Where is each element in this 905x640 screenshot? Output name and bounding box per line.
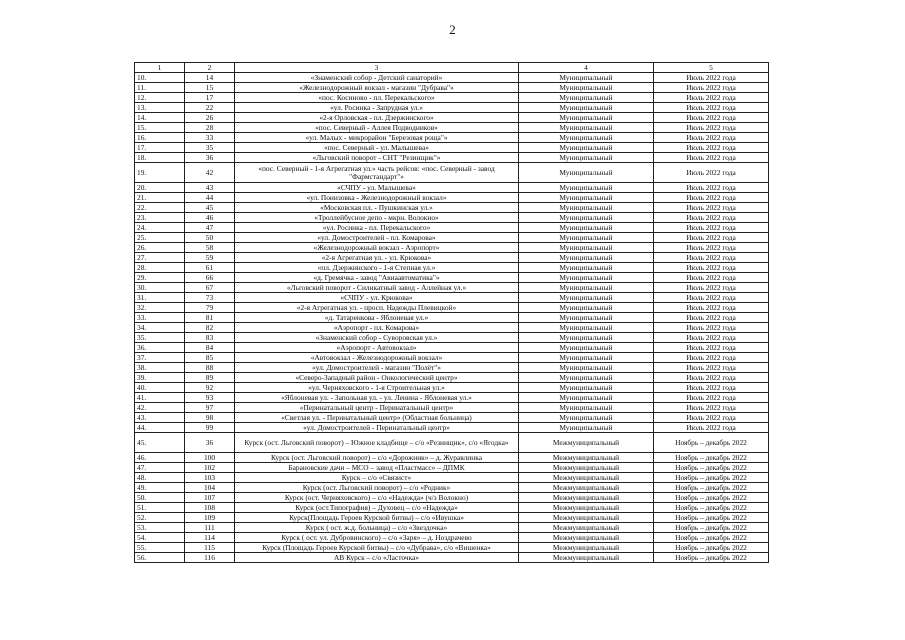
- table-row: [135, 503, 769, 513]
- date-cell: Июль 2022 года: [654, 243, 769, 253]
- date-cell: Июль 2022 года: [654, 313, 769, 323]
- row-number-cell: 48.: [135, 473, 185, 483]
- route-type-cell: Муниципальный: [519, 293, 654, 303]
- row-number-cell: 33.: [135, 313, 185, 323]
- route-name-cell: «ул. Домостроителей - пл. Комарова»: [235, 233, 519, 243]
- route-name-cell: Курск (Площадь Героев Курской битвы) – с/о «Дубрава», с/о «Вишенка»: [235, 543, 519, 553]
- row-number-cell: 22.: [135, 203, 185, 213]
- route-name-cell: «пос. Северный - 1-я Агрегатная ул.» часть рейсов: «пос. Северный - завод "Фармстандарт"»: [235, 163, 519, 183]
- row-number-cell: 18.: [135, 153, 185, 163]
- route-name-cell: «ул. Понизовка - Железнодорожный вокзал»: [235, 193, 519, 203]
- route-number-cell: 99: [185, 423, 235, 433]
- route-type-cell: Муниципальный: [519, 373, 654, 383]
- header-cell: 2: [185, 63, 235, 73]
- route-name-cell: «ул. Росинка - пл. Перекальского»: [235, 223, 519, 233]
- route-number-cell: 26: [185, 113, 235, 123]
- route-type-cell: Муниципальный: [519, 133, 654, 143]
- route-number-cell: 115: [185, 543, 235, 553]
- date-cell: Июль 2022 года: [654, 403, 769, 413]
- route-name-cell: Курск – с/о «Связист»: [235, 473, 519, 483]
- table-row: [135, 163, 769, 183]
- route-type-cell: Межмуниципальный: [519, 503, 654, 513]
- route-type-cell: Муниципальный: [519, 413, 654, 423]
- date-cell: Июль 2022 года: [654, 293, 769, 303]
- table-row: [135, 403, 769, 413]
- route-type-cell: Межмуниципальный: [519, 553, 654, 563]
- route-name-cell: «Троллейбусное депо - мкрн. Волокно»: [235, 213, 519, 223]
- row-number-cell: 37.: [135, 353, 185, 363]
- row-number-cell: 44.: [135, 423, 185, 433]
- date-cell: Ноябрь – декабрь 2022: [654, 503, 769, 513]
- date-cell: Ноябрь – декабрь 2022: [654, 553, 769, 563]
- table-row: [135, 293, 769, 303]
- row-number-cell: 40.: [135, 383, 185, 393]
- route-number-cell: 15: [185, 83, 235, 93]
- date-cell: Июль 2022 года: [654, 383, 769, 393]
- table-row: [135, 543, 769, 553]
- route-number-cell: 88: [185, 363, 235, 373]
- route-number-cell: 17: [185, 93, 235, 103]
- route-number-cell: 36: [185, 433, 235, 453]
- table-row: [135, 233, 769, 243]
- route-type-cell: Муниципальный: [519, 143, 654, 153]
- route-number-cell: 50: [185, 233, 235, 243]
- route-number-cell: 114: [185, 533, 235, 543]
- route-name-cell: «Льговский поворот - СНТ "Резинщик"»: [235, 153, 519, 163]
- table-row: [135, 83, 769, 93]
- route-number-cell: 102: [185, 463, 235, 473]
- route-type-cell: Межмуниципальный: [519, 493, 654, 503]
- route-type-cell: Муниципальный: [519, 153, 654, 163]
- date-cell: Июль 2022 года: [654, 183, 769, 193]
- table-row: [135, 263, 769, 273]
- route-number-cell: 42: [185, 163, 235, 183]
- table-row: [135, 373, 769, 383]
- route-type-cell: Муниципальный: [519, 163, 654, 183]
- date-cell: Июль 2022 года: [654, 93, 769, 103]
- route-name-cell: АВ Курск – с/о «Ласточка»: [235, 553, 519, 563]
- date-cell: Июль 2022 года: [654, 353, 769, 363]
- row-number-cell: 20.: [135, 183, 185, 193]
- date-cell: Июль 2022 года: [654, 163, 769, 183]
- route-type-cell: Муниципальный: [519, 83, 654, 93]
- route-name-cell: «Северо-Западный район - Онкологический центр»: [235, 373, 519, 383]
- route-name-cell: «ул. Малых - микрорайон "Березовая роща"»: [235, 133, 519, 143]
- route-name-cell: Курск (ост. Черняховского) – с/о «Надежда» (ч/з Волокно): [235, 493, 519, 503]
- route-number-cell: 59: [185, 253, 235, 263]
- route-name-cell: «Знаменский собор - Детский санаторий»: [235, 73, 519, 83]
- date-cell: Июль 2022 года: [654, 373, 769, 383]
- route-type-cell: Муниципальный: [519, 423, 654, 433]
- route-type-cell: Муниципальный: [519, 113, 654, 123]
- route-number-cell: 67: [185, 283, 235, 293]
- table-row: [135, 303, 769, 313]
- route-type-cell: Муниципальный: [519, 193, 654, 203]
- route-type-cell: Муниципальный: [519, 263, 654, 273]
- route-name-cell: Барановские дачи – МСО – завод «Пластмасс» – ДПМК: [235, 463, 519, 473]
- route-name-cell: «Автовокзал - Железнодорожный вокзал»: [235, 353, 519, 363]
- route-type-cell: Муниципальный: [519, 283, 654, 293]
- route-number-cell: 109: [185, 513, 235, 523]
- table-row: [135, 283, 769, 293]
- date-cell: Июль 2022 года: [654, 213, 769, 223]
- route-number-cell: 97: [185, 403, 235, 413]
- date-cell: Ноябрь – декабрь 2022: [654, 483, 769, 493]
- route-type-cell: Межмуниципальный: [519, 513, 654, 523]
- route-type-cell: Муниципальный: [519, 343, 654, 353]
- route-type-cell: Муниципальный: [519, 313, 654, 323]
- route-number-cell: 58: [185, 243, 235, 253]
- row-number-cell: 47.: [135, 463, 185, 473]
- row-number-cell: 43.: [135, 413, 185, 423]
- date-cell: Июль 2022 года: [654, 423, 769, 433]
- route-type-cell: Муниципальный: [519, 213, 654, 223]
- table-row: [135, 193, 769, 203]
- date-cell: Ноябрь – декабрь 2022: [654, 463, 769, 473]
- row-number-cell: 23.: [135, 213, 185, 223]
- route-number-cell: 92: [185, 383, 235, 393]
- row-number-cell: 12.: [135, 93, 185, 103]
- route-name-cell: «Аэропорт - пл. Комарова»: [235, 323, 519, 333]
- row-number-cell: 46.: [135, 453, 185, 463]
- route-name-cell: «ул. Домостроителей - магазин "Полёт"»: [235, 363, 519, 373]
- route-name-cell: Курск ( ост. ж.д. больница) – с/о «Звездочка»: [235, 523, 519, 533]
- row-number-cell: 39.: [135, 373, 185, 383]
- header-cell: 1: [135, 63, 185, 73]
- route-number-cell: 14: [185, 73, 235, 83]
- route-number-cell: 46: [185, 213, 235, 223]
- row-number-cell: 56.: [135, 553, 185, 563]
- route-type-cell: Межмуниципальный: [519, 463, 654, 473]
- date-cell: Июль 2022 года: [654, 333, 769, 343]
- date-cell: Июль 2022 года: [654, 363, 769, 373]
- table-row: [135, 143, 769, 153]
- route-name-cell: Курск ( ост. ул. Дубровинского) – с/о «Заря» – д. Ноздрачево: [235, 533, 519, 543]
- route-name-cell: Курск(Площадь Героев Курской битвы) – с/о «Ивушка»: [235, 513, 519, 523]
- row-number-cell: 49.: [135, 483, 185, 493]
- row-number-cell: 55.: [135, 543, 185, 553]
- route-number-cell: 111: [185, 523, 235, 533]
- date-cell: Июль 2022 года: [654, 273, 769, 283]
- route-name-cell: «Железнодорожный вокзал - Аэропорт»: [235, 243, 519, 253]
- date-cell: Июль 2022 года: [654, 203, 769, 213]
- route-type-cell: Муниципальный: [519, 123, 654, 133]
- route-type-cell: Муниципальный: [519, 253, 654, 263]
- route-number-cell: 66: [185, 273, 235, 283]
- date-cell: Июль 2022 года: [654, 193, 769, 203]
- row-number-cell: 28.: [135, 263, 185, 273]
- route-type-cell: Муниципальный: [519, 353, 654, 363]
- route-number-cell: 84: [185, 343, 235, 353]
- table-row: [135, 423, 769, 433]
- route-name-cell: «2-я Агрегатная ул. - просп. Надежды Плевицкой»: [235, 303, 519, 313]
- table-row: [135, 333, 769, 343]
- route-type-cell: Муниципальный: [519, 403, 654, 413]
- table-row: [135, 223, 769, 233]
- date-cell: Июль 2022 года: [654, 253, 769, 263]
- row-number-cell: 11.: [135, 83, 185, 93]
- row-number-cell: 31.: [135, 293, 185, 303]
- route-name-cell: «пос. Северный - Аллея Подводников»: [235, 123, 519, 133]
- date-cell: Ноябрь – декабрь 2022: [654, 513, 769, 523]
- row-number-cell: 14.: [135, 113, 185, 123]
- table-row: [135, 393, 769, 403]
- date-cell: Июль 2022 года: [654, 263, 769, 273]
- row-number-cell: 29.: [135, 273, 185, 283]
- route-name-cell: «пос. Северный - ул. Малышева»: [235, 143, 519, 153]
- route-number-cell: 43: [185, 183, 235, 193]
- table-row: [135, 513, 769, 523]
- row-number-cell: 30.: [135, 283, 185, 293]
- row-number-cell: 50.: [135, 493, 185, 503]
- date-cell: Июль 2022 года: [654, 103, 769, 113]
- table-row: [135, 273, 769, 283]
- header-cell: 3: [235, 63, 519, 73]
- date-cell: Ноябрь – декабрь 2022: [654, 433, 769, 453]
- route-type-cell: Муниципальный: [519, 93, 654, 103]
- table-row: [135, 483, 769, 493]
- table-row: [135, 203, 769, 213]
- route-type-cell: Межмуниципальный: [519, 483, 654, 493]
- row-number-cell: 54.: [135, 533, 185, 543]
- route-number-cell: 93: [185, 393, 235, 403]
- routes-table-body: [135, 63, 769, 563]
- route-number-cell: 89: [185, 373, 235, 383]
- route-name-cell: «Светлая ул. - Перинатальный центр» (Областная больница): [235, 413, 519, 423]
- row-number-cell: 34.: [135, 323, 185, 333]
- route-number-cell: 47: [185, 223, 235, 233]
- table-row: [135, 323, 769, 333]
- row-number-cell: 27.: [135, 253, 185, 263]
- route-name-cell: «пл. Дзержинского - 1-я Степная ул.»: [235, 263, 519, 273]
- row-number-cell: 15.: [135, 123, 185, 133]
- route-name-cell: «д. Татаренкова - Яблоневая ул.»: [235, 313, 519, 323]
- date-cell: Июль 2022 года: [654, 393, 769, 403]
- route-name-cell: «ул. Черняховского - 1-я Строительная ул.»: [235, 383, 519, 393]
- date-cell: Ноябрь – декабрь 2022: [654, 453, 769, 463]
- table-row: [135, 73, 769, 83]
- route-number-cell: 35: [185, 143, 235, 153]
- route-number-cell: 85: [185, 353, 235, 363]
- table-row: [135, 533, 769, 543]
- route-name-cell: «Аэропорт - Автовокзал»: [235, 343, 519, 353]
- route-name-cell: «ул. Росинка - Запрудная ул.»: [235, 103, 519, 113]
- date-cell: Июль 2022 года: [654, 413, 769, 423]
- date-cell: Июль 2022 года: [654, 303, 769, 313]
- route-number-cell: 22: [185, 103, 235, 113]
- row-number-cell: 42.: [135, 403, 185, 413]
- table-row: [135, 183, 769, 193]
- route-name-cell: Курск (ост. Льговский поворот) – с/о «Родник»: [235, 483, 519, 493]
- route-type-cell: Муниципальный: [519, 333, 654, 343]
- route-type-cell: Межмуниципальный: [519, 523, 654, 533]
- table-row: [135, 243, 769, 253]
- date-cell: Ноябрь – декабрь 2022: [654, 523, 769, 533]
- row-number-cell: 24.: [135, 223, 185, 233]
- date-cell: Ноябрь – декабрь 2022: [654, 493, 769, 503]
- row-number-cell: 13.: [135, 103, 185, 113]
- date-cell: Ноябрь – декабрь 2022: [654, 533, 769, 543]
- route-name-cell: «Железнодорожный вокзал - магазин "Дубрава"»: [235, 83, 519, 93]
- route-type-cell: Муниципальный: [519, 103, 654, 113]
- date-cell: Ноябрь – декабрь 2022: [654, 473, 769, 483]
- date-cell: Июль 2022 года: [654, 133, 769, 143]
- route-name-cell: «Московская пл. - Пушкинская ул.»: [235, 203, 519, 213]
- table-row: [135, 113, 769, 123]
- route-number-cell: 28: [185, 123, 235, 133]
- table-row: [135, 493, 769, 503]
- table-row: [135, 413, 769, 423]
- route-number-cell: 116: [185, 553, 235, 563]
- date-cell: Ноябрь – декабрь 2022: [654, 543, 769, 553]
- row-number-cell: 51.: [135, 503, 185, 513]
- route-number-cell: 103: [185, 473, 235, 483]
- date-cell: Июль 2022 года: [654, 343, 769, 353]
- route-number-cell: 73: [185, 293, 235, 303]
- row-number-cell: 21.: [135, 193, 185, 203]
- route-name-cell: «2-я Агрегатная ул. - ул. Крюкова»: [235, 253, 519, 263]
- date-cell: Июль 2022 года: [654, 143, 769, 153]
- table-row: [135, 353, 769, 363]
- row-number-cell: 52.: [135, 513, 185, 523]
- route-type-cell: Межмуниципальный: [519, 543, 654, 553]
- route-type-cell: Муниципальный: [519, 243, 654, 253]
- header-cell: 5: [654, 63, 769, 73]
- route-name-cell: «2-я Орловская - пл. Дзержинского»: [235, 113, 519, 123]
- table-row: [135, 363, 769, 373]
- route-type-cell: Муниципальный: [519, 323, 654, 333]
- route-number-cell: 44: [185, 193, 235, 203]
- route-name-cell: «СЧПУ - ул. Крюкова»: [235, 293, 519, 303]
- date-cell: Июль 2022 года: [654, 233, 769, 243]
- route-number-cell: 36: [185, 153, 235, 163]
- date-cell: Июль 2022 года: [654, 123, 769, 133]
- route-type-cell: Межмуниципальный: [519, 533, 654, 543]
- date-cell: Июль 2022 года: [654, 283, 769, 293]
- row-number-cell: 19.: [135, 163, 185, 183]
- table-row: [135, 523, 769, 533]
- date-cell: Июль 2022 года: [654, 153, 769, 163]
- date-cell: Июль 2022 года: [654, 83, 769, 93]
- row-number-cell: 16.: [135, 133, 185, 143]
- route-number-cell: 33: [185, 133, 235, 143]
- row-number-cell: 36.: [135, 343, 185, 353]
- table-row: [135, 153, 769, 163]
- row-number-cell: 53.: [135, 523, 185, 533]
- route-number-cell: 108: [185, 503, 235, 513]
- row-number-cell: 45.: [135, 433, 185, 453]
- route-name-cell: «СЧПУ - ул. Малышева»: [235, 183, 519, 193]
- date-cell: Июль 2022 года: [654, 323, 769, 333]
- route-type-cell: Муниципальный: [519, 303, 654, 313]
- row-number-cell: 32.: [135, 303, 185, 313]
- table-row: [135, 213, 769, 223]
- row-number-cell: 38.: [135, 363, 185, 373]
- route-type-cell: Муниципальный: [519, 363, 654, 373]
- route-number-cell: 82: [185, 323, 235, 333]
- route-type-cell: Муниципальный: [519, 273, 654, 283]
- row-number-cell: 26.: [135, 243, 185, 253]
- route-type-cell: Межмуниципальный: [519, 433, 654, 453]
- route-number-cell: 83: [185, 333, 235, 343]
- route-name-cell: «Яблоневая ул. - Запольная ул. - ул. Ленина - Яблоневая ул.»: [235, 393, 519, 403]
- table-row: [135, 473, 769, 483]
- table-row: [135, 253, 769, 263]
- table-row: [135, 463, 769, 473]
- route-number-cell: 107: [185, 493, 235, 503]
- table-row: [135, 453, 769, 463]
- route-number-cell: 61: [185, 263, 235, 273]
- route-type-cell: Муниципальный: [519, 233, 654, 243]
- route-type-cell: Муниципальный: [519, 203, 654, 213]
- route-name-cell: Курск (ост.Типография) – Духовец – с/о «Надежда»: [235, 503, 519, 513]
- route-name-cell: «Знаменский собор - Суворовская ул.»: [235, 333, 519, 343]
- route-name-cell: «д. Гремячка - завод "Авиаавтоматика"»: [235, 273, 519, 283]
- route-name-cell: «ул. Домостроителей - Перинатальный центр»: [235, 423, 519, 433]
- table-row: [135, 133, 769, 143]
- header-cell: 4: [519, 63, 654, 73]
- route-name-cell: «Перинатальный центр - Перинатальный центр»: [235, 403, 519, 413]
- date-cell: Июль 2022 года: [654, 223, 769, 233]
- route-type-cell: Муниципальный: [519, 383, 654, 393]
- page-number: 2: [449, 22, 456, 37]
- table-row: [135, 383, 769, 393]
- row-number-cell: 35.: [135, 333, 185, 343]
- table-row: [135, 343, 769, 353]
- date-cell: Июль 2022 года: [654, 113, 769, 123]
- route-type-cell: Муниципальный: [519, 223, 654, 233]
- route-type-cell: Муниципальный: [519, 73, 654, 83]
- route-name-cell: «пос. Косиново - пл. Перекальского»: [235, 93, 519, 103]
- table-row: [135, 313, 769, 323]
- table-row: [135, 93, 769, 103]
- route-name-cell: Курск (ост. Льговский поворот) – Южное кладбище – с/о «Резинщик», с/о «Ягодка»: [235, 433, 519, 453]
- route-number-cell: 79: [185, 303, 235, 313]
- table-row: [135, 433, 769, 453]
- row-number-cell: 10.: [135, 73, 185, 83]
- route-type-cell: Муниципальный: [519, 393, 654, 403]
- routes-table: [134, 62, 769, 563]
- route-number-cell: 45: [185, 203, 235, 213]
- date-cell: Июль 2022 года: [654, 73, 769, 83]
- table-header-row: [135, 63, 769, 73]
- route-type-cell: Межмуниципальный: [519, 473, 654, 483]
- route-type-cell: Муниципальный: [519, 183, 654, 193]
- route-number-cell: 104: [185, 483, 235, 493]
- table-row: [135, 103, 769, 113]
- route-name-cell: «Льговский поворот - Силикатный завод - Аллейная ул.»: [235, 283, 519, 293]
- row-number-cell: 41.: [135, 393, 185, 403]
- route-number-cell: 81: [185, 313, 235, 323]
- route-type-cell: Межмуниципальный: [519, 453, 654, 463]
- table-row: [135, 123, 769, 133]
- row-number-cell: 25.: [135, 233, 185, 243]
- route-name-cell: Курск (ост. Льговский поворот) – с/о «Дорожник» – д. Журавлинка: [235, 453, 519, 463]
- table-row: [135, 553, 769, 563]
- row-number-cell: 17.: [135, 143, 185, 153]
- route-number-cell: 100: [185, 453, 235, 463]
- route-number-cell: 98: [185, 413, 235, 423]
